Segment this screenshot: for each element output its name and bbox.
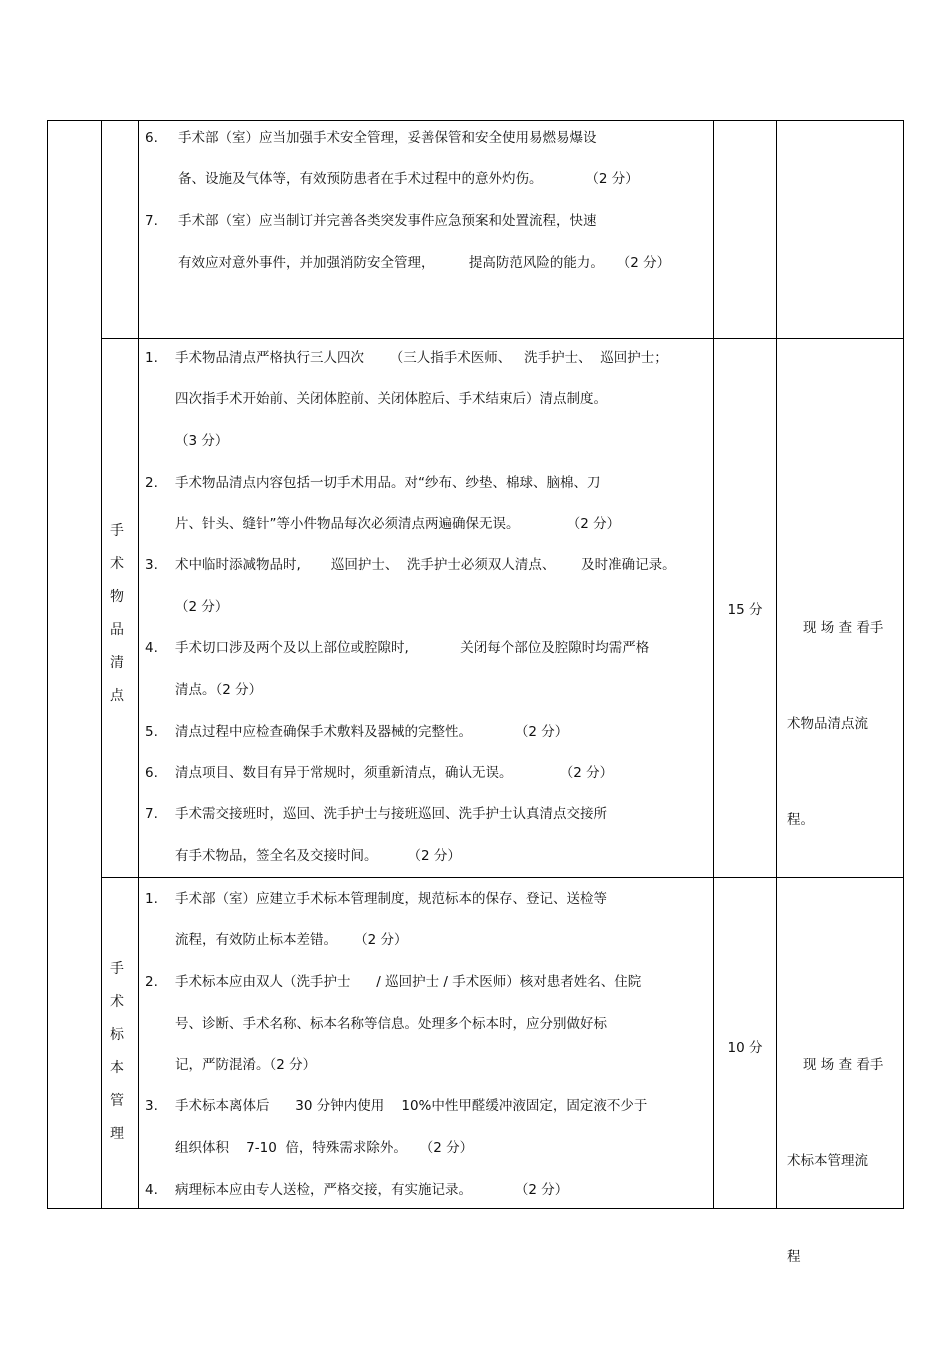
item-text: 组织体积 7-10 倍，特殊需求除外。 （2 分）	[175, 1140, 474, 1156]
item-number: 7.	[145, 213, 158, 229]
item-text: 手术物品清点严格执行三人四次 （三人指手术医师、 洗手护士、 巡回护士；	[175, 350, 668, 366]
section-specimen-method: 现 场 查 看手 术标本管理流 程	[787, 1057, 884, 1265]
item-text: （3 分）	[175, 433, 229, 449]
table-divider-2	[101, 877, 904, 878]
section-specimen-title: 手 术 标 本 管 理	[110, 961, 124, 1142]
item-text: 手术部（室）应建立手术标本管理制度，规范标本的保存、登记、送检等	[175, 891, 607, 907]
item-text: 手术切口涉及两个及以上部位或腔隙时, 关闭每个部位及腔隙时均需严格	[175, 640, 650, 656]
section-count-method: 现 场 查 看手 术物品清点流 程。	[787, 620, 884, 828]
item-number: 6.	[145, 130, 158, 146]
item-number: 3.	[145, 557, 158, 573]
item-text: 有手术物品，签全名及交接时间。 （2 分）	[175, 848, 461, 864]
section-count-score: 15 分	[727, 602, 763, 618]
item-number: 2.	[145, 475, 158, 491]
item-text: 手术需交接班时，巡回、洗手护士与接班巡回、洗手护士认真清点交接所	[175, 806, 607, 822]
item-text: 记，严防混淆。（2 分）	[175, 1057, 317, 1073]
item-text: 流程，有效防止标本差错。 （2 分）	[175, 932, 408, 948]
item-text: 手术部（室）应当加强手术安全管理，妥善保管和安全使用易燃易爆设	[178, 130, 597, 146]
table-col-line-4	[776, 120, 777, 1209]
item-text: 片、针头、缝针”等小件物品每次必须清点两遍确保无误。 （2 分）	[175, 516, 621, 532]
item-text: 术中临时添减物品时, 巡回护士、 洗手护士必须双人清点、 及时准确记录。	[175, 557, 676, 573]
section-specimen-score: 10 分	[727, 1040, 763, 1056]
table-border-left	[47, 120, 48, 1209]
item-text: 号、诊断、手术名称、标本名称等信息。处理多个标本时，应分别做好标	[175, 1016, 607, 1032]
item-text: 清点项目、数目有异于常规时，须重新清点，确认无误。 （2 分）	[175, 765, 614, 781]
item-text: 手术标本应由双人（洗手护士 / 巡回护士 / 手术医师）核对患者姓名、住院	[175, 974, 642, 990]
item-text: 清点。（2 分）	[175, 682, 263, 698]
item-text: 病理标本应由专人送检，严格交接，有实施记录。 （2 分）	[175, 1182, 569, 1198]
item-text: 四次指手术开始前、关闭体腔前、关闭体腔后、手术结束后）清点制度。	[175, 391, 607, 407]
item-number: 3.	[145, 1098, 158, 1114]
table-col-line-2	[138, 120, 139, 1209]
item-text: 手术标本离体后 30 分钟内使用 10%中性甲醛缓冲液固定，固定液不少于	[175, 1098, 648, 1114]
section-count-title: 手 术 物 品 清 点	[110, 523, 124, 704]
item-text: 手术部（室）应当制订并完善各类突发事件应急预案和处置流程，快速	[178, 213, 597, 229]
item-text: 清点过程中应检查确保手术敷料及器械的完整性。 （2 分）	[175, 724, 569, 740]
item-number: 2.	[145, 974, 158, 990]
table-border-right	[903, 120, 904, 1209]
item-number: 4.	[145, 640, 158, 656]
item-text: 备、设施及气体等，有效预防患者在手术过程中的意外灼伤。 （2 分）	[178, 171, 639, 187]
item-number: 1.	[145, 891, 158, 907]
item-text: （2 分）	[175, 599, 229, 615]
item-number: 7.	[145, 806, 158, 822]
item-number: 4.	[145, 1182, 158, 1198]
item-text: 手术物品清点内容包括一切手术用品。对“纱布、纱垫、棉球、脑棉、刀	[175, 475, 601, 491]
table-divider-1	[101, 338, 904, 339]
item-number: 5.	[145, 724, 158, 740]
item-text: 有效应对意外事件，并加强消防安全管理， 提高防范风险的能力。 （2 分）	[178, 255, 671, 271]
item-number: 1.	[145, 350, 158, 366]
item-number: 6.	[145, 765, 158, 781]
